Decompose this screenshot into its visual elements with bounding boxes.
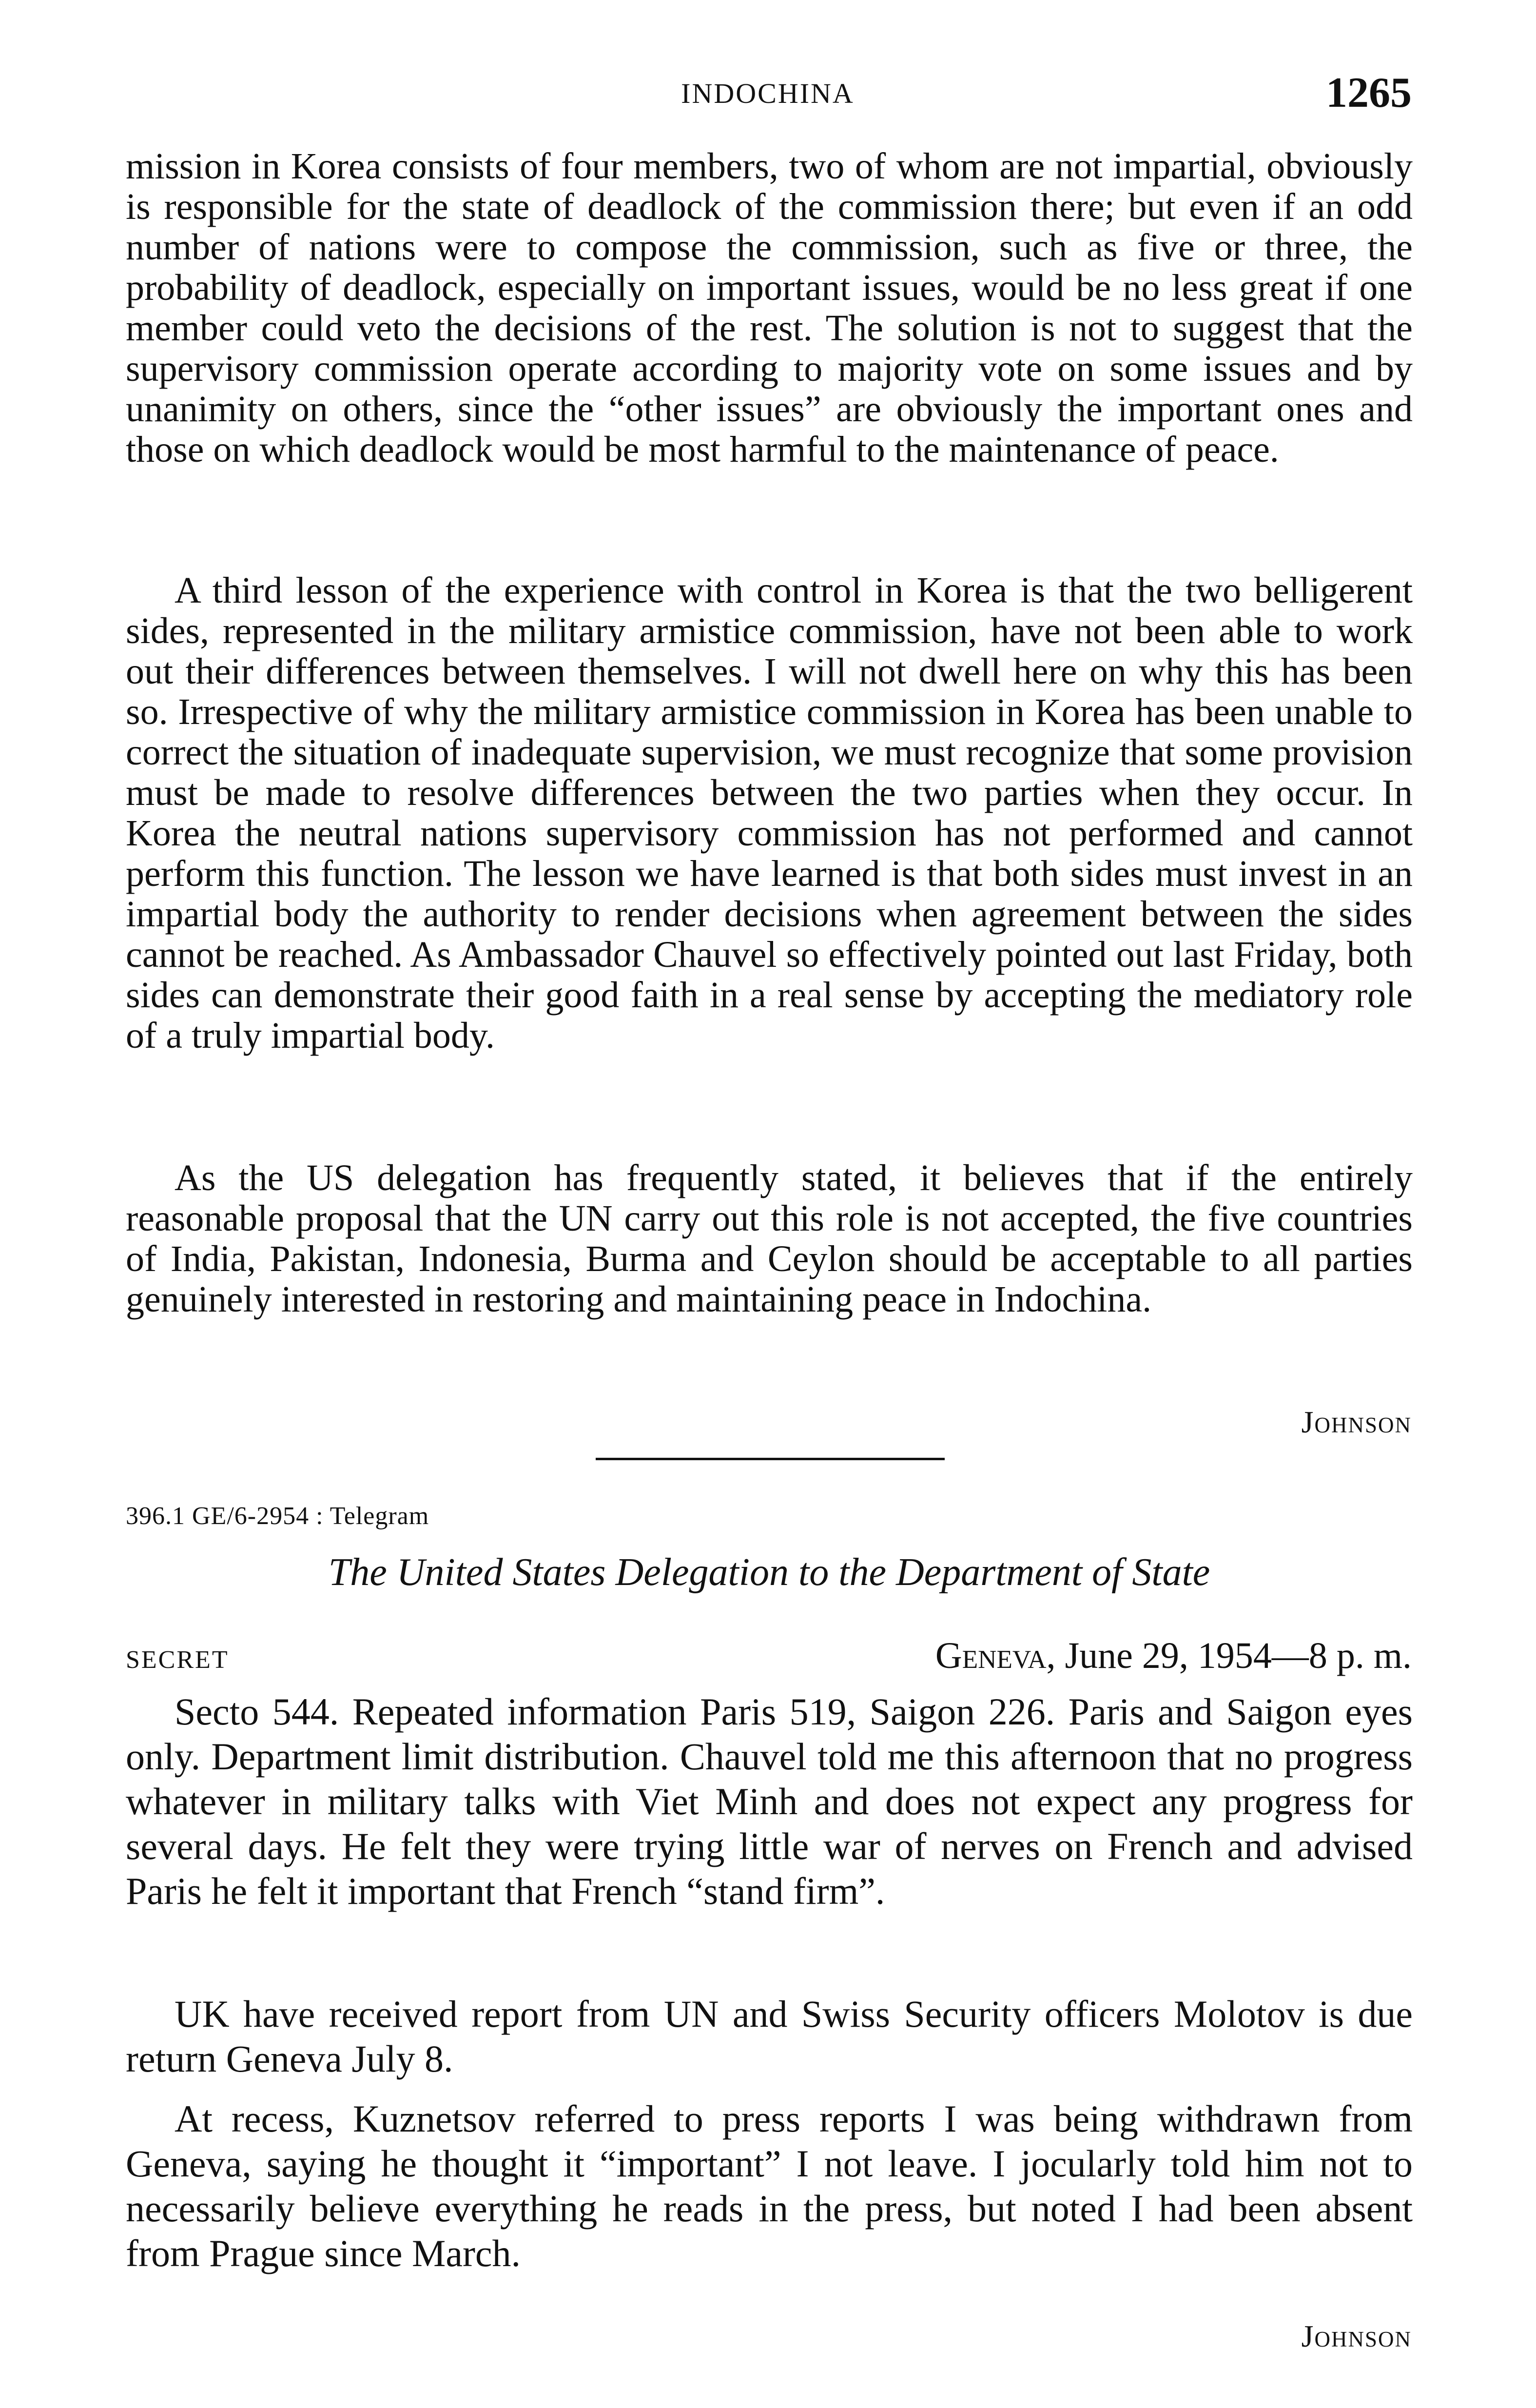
dateline <box>935 1635 1412 1677</box>
telegram-paragraph: At recess, Kuznetsov referred to press reports I was being withdrawn from Geneva, saying he thought it “important” I not leave. I jocularly told him not to necessarily believe everything he reads in the press, but noted I had been absent from Prague since March. <box>126 2097 1413 2274</box>
running-title: INDOCHINA <box>681 78 855 109</box>
dateline-place: Geneva, <box>935 1635 1056 1676</box>
body-paragraph: As the US delegation has frequently stated, it believes that if the entirely reasonable proposal that the UN carry out this role is not accepted, the five countries of India, Pakistan, Indonesia, Burma and Ceylon should be acceptable to all parties genuinely interested in restoring and maintaining peace in Indochina. <box>126 1157 1413 1320</box>
running-header <box>0 68 1536 122</box>
section-divider <box>596 1458 945 1460</box>
telegram-paragraph: UK have received report from UN and Swiss Security officers Molotov is due return Geneva July 8. <box>126 1993 1413 2080</box>
document-heading: The United States Delegation to the Department of State <box>328 1551 1210 1594</box>
signature: Johnson <box>1301 1405 1412 1439</box>
file-reference: 396.1 GE/6-2954 : Telegram <box>126 1502 429 1530</box>
telegram-signature: Johnson <box>1301 2319 1412 2353</box>
classification-marking: SECRET <box>126 1646 229 1674</box>
page-number: 1265 <box>1326 69 1412 117</box>
dateline-time: June 29, 1954—8 p. m. <box>1065 1635 1412 1676</box>
telegram-paragraph: Secto 544. Repeated information Paris 519, Saigon 226. Paris and Saigon eyes only. Department limit distribution. Chauvel told me this afternoon that no progress whatever in military talks with Viet Minh and does not expect any progress for several days. He felt they were trying little war of nerves on French and advised Paris he felt it important that French “stand firm”. <box>126 1690 1413 1912</box>
body-paragraph: mission in Korea consists of four members, two of whom are not impartial, obviously is responsible for the state of deadlock of the commission there; but even if an odd number of nations were to compose the commission, such as five or three, the probability of deadlock, especially on important issues, would be no less great if one member could veto the decisions of the rest. The solution is not to suggest that the supervisory commission operate according to majority vote on some issues and by unanimity on others, since the “other issues” are obviously the important ones and those on which deadlock would be most harmful to the maintenance of peace. <box>126 146 1413 470</box>
body-paragraph: A third lesson of the experience with control in Korea is that the two belligerent sides, represented in the military armistice commission, have not been able to work out their differences between themselves. I will not dwell here on why this has been so. Irrespective of why the military armistice commission in Korea has been unable to correct the situation of inadequate supervision, we must recognize that some provision must be made to resolve differences between the two parties when they occur. In Korea the neutral nations supervisory commission has not performed and cannot perform this function. The lesson we have learned is that both sides must invest in an impartial body the authority to render decisions when agreement between the sides cannot be reached. As Ambassador Chauvel so effectively pointed out last Friday, both sides can demonstrate their good faith in a real sense by accepting the mediatory role of a truly impartial body. <box>126 570 1413 1056</box>
